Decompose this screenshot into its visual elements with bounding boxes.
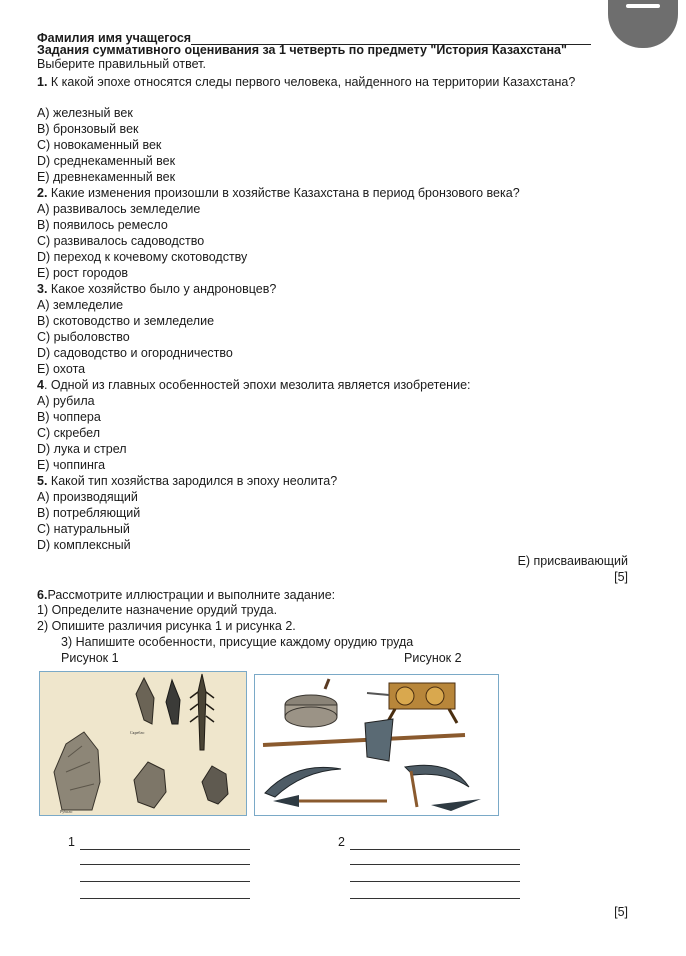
q2-option-e[interactable]: Е) рост городов xyxy=(37,266,129,280)
flake-icon xyxy=(166,680,180,724)
q5-option-a[interactable]: А) производящий xyxy=(37,490,138,504)
figure-1-stone-tools xyxy=(39,671,247,816)
q1-option-c[interactable]: С) новокаменный век xyxy=(37,138,162,152)
answer-1-label: 1 xyxy=(68,835,75,849)
chopper-stone-icon xyxy=(202,766,228,804)
q2-option-c[interactable]: С) развивалось садоводство xyxy=(37,234,205,248)
question-1-text: К какой эпохе относятся следы первого человека, найденного на территории Казахстана? xyxy=(50,75,576,89)
question-1-number: 1. xyxy=(37,75,48,89)
q4-option-b[interactable]: В) чоппера xyxy=(37,410,101,424)
q5-option-b[interactable]: В) потребляющий xyxy=(37,506,141,520)
axe-icon xyxy=(263,719,465,761)
q5-option-d[interactable]: D) комплексный xyxy=(37,538,131,552)
task-6-item-2: 2) Опишите различия рисунка 1 и рисунка 2. xyxy=(37,619,296,633)
student-name-label: Фамилия имя учащегося xyxy=(37,31,192,45)
q5-option-c[interactable]: С) натуральный xyxy=(37,522,130,536)
question-5 xyxy=(37,474,337,488)
question-2 xyxy=(37,186,520,200)
answer-2-label: 2 xyxy=(338,835,345,849)
page-title: Задания суммативного оценивания за 1 четверть по предмету "История Казахстана" xyxy=(37,43,567,57)
q5-option-e[interactable]: Е) присваивающий xyxy=(517,554,628,568)
spearhead-right-icon xyxy=(431,799,481,811)
answer-1-line-2[interactable] xyxy=(80,864,250,865)
answer-1-line-1[interactable] xyxy=(80,849,250,850)
q4-option-a[interactable]: А) рубила xyxy=(37,394,95,408)
task-6-item-1: 1) Определите назначение орудий труда. xyxy=(37,603,278,617)
q4-option-d[interactable]: D) лука и стрел xyxy=(37,442,127,456)
sickle-icon xyxy=(265,767,341,797)
q3-option-a[interactable]: А) земледелие xyxy=(37,298,124,312)
q1-option-d[interactable]: D) среднекаменный век xyxy=(37,154,176,168)
q3-option-e[interactable]: Е) охота xyxy=(37,362,86,376)
question-5-text: Какой тип хозяйства зародился в эпоху неолита? xyxy=(50,474,338,488)
task-6-number: 6. xyxy=(37,588,48,602)
spearhead-left-icon xyxy=(273,795,299,807)
hand-axe-icon xyxy=(54,732,100,810)
task-6-item-3: 3) Напишите особенности, присущие каждому орудию труда xyxy=(61,635,414,649)
answer-2-line-4[interactable] xyxy=(350,898,520,899)
q2-option-a[interactable]: А) развивалось земледелие xyxy=(37,202,201,216)
stone-tools-illustration xyxy=(40,672,246,815)
task-6-score: [5] xyxy=(614,905,628,919)
answer-2-line-2[interactable] xyxy=(350,864,520,865)
q3-option-d[interactable]: D) садоводство и огородничество xyxy=(37,346,233,360)
q3-option-c[interactable]: С) рыболовство xyxy=(37,330,130,344)
svg-text:Рубило: Рубило xyxy=(60,809,73,814)
question-4-number: 4 xyxy=(37,378,44,392)
question-2-number: 2. xyxy=(37,186,48,200)
q1-option-a[interactable]: А) железный век xyxy=(37,106,133,120)
instruction-text: Выберите правильный ответ. xyxy=(37,57,206,71)
task-6 xyxy=(37,588,335,602)
question-2-text: Какие изменения произошли в хозяйстве Казахстана в период бронзового века? xyxy=(50,186,520,200)
q3-option-b[interactable]: В) скотоводство и земледелие xyxy=(37,314,215,328)
scraper-icon xyxy=(136,678,154,724)
question-3 xyxy=(37,282,276,296)
question-1 xyxy=(37,75,627,89)
q1-5-score: [5] xyxy=(614,570,628,584)
q1-option-e[interactable]: Е) древнекаменный век xyxy=(37,170,176,184)
core-stone-icon xyxy=(134,762,166,808)
task-6-text: Рассмотрите иллюстрации и выполните задание: xyxy=(47,588,336,602)
answer-2-line-1[interactable] xyxy=(350,849,520,850)
harpoon-icon xyxy=(198,674,206,750)
answer-1-line-4[interactable] xyxy=(80,898,250,899)
answer-1-line-3[interactable] xyxy=(80,881,250,882)
figure-2-label: Рисунок 2 xyxy=(404,651,462,665)
figure-2-metal-tools xyxy=(254,674,499,816)
scroll-handle-button[interactable] xyxy=(608,0,678,48)
svg-text:Скребло: Скребло xyxy=(130,730,145,735)
q1-option-b[interactable]: В) бронзовый век xyxy=(37,122,139,136)
loom-icon xyxy=(367,683,457,723)
question-4 xyxy=(37,378,471,392)
q2-option-b[interactable]: В) появилось ремесло xyxy=(37,218,168,232)
menu-bar-icon xyxy=(626,4,660,8)
question-5-number: 5. xyxy=(37,474,48,488)
question-4-text: . Одной из главных особенностей эпохи мезолита является изобретение: xyxy=(43,378,471,392)
q4-option-e[interactable]: Е) чоппинга xyxy=(37,458,106,472)
q2-option-d[interactable]: D) переход к кочевому скотоводству xyxy=(37,250,248,264)
q4-option-c[interactable]: С) скребел xyxy=(37,426,100,440)
question-3-number: 3. xyxy=(37,282,48,296)
answer-2-line-3[interactable] xyxy=(350,881,520,882)
figure-1-label: Рисунок 1 xyxy=(61,651,119,665)
question-3-text: Какое хозяйство было у андроновцев? xyxy=(50,282,277,296)
metal-tools-illustration xyxy=(255,675,498,815)
